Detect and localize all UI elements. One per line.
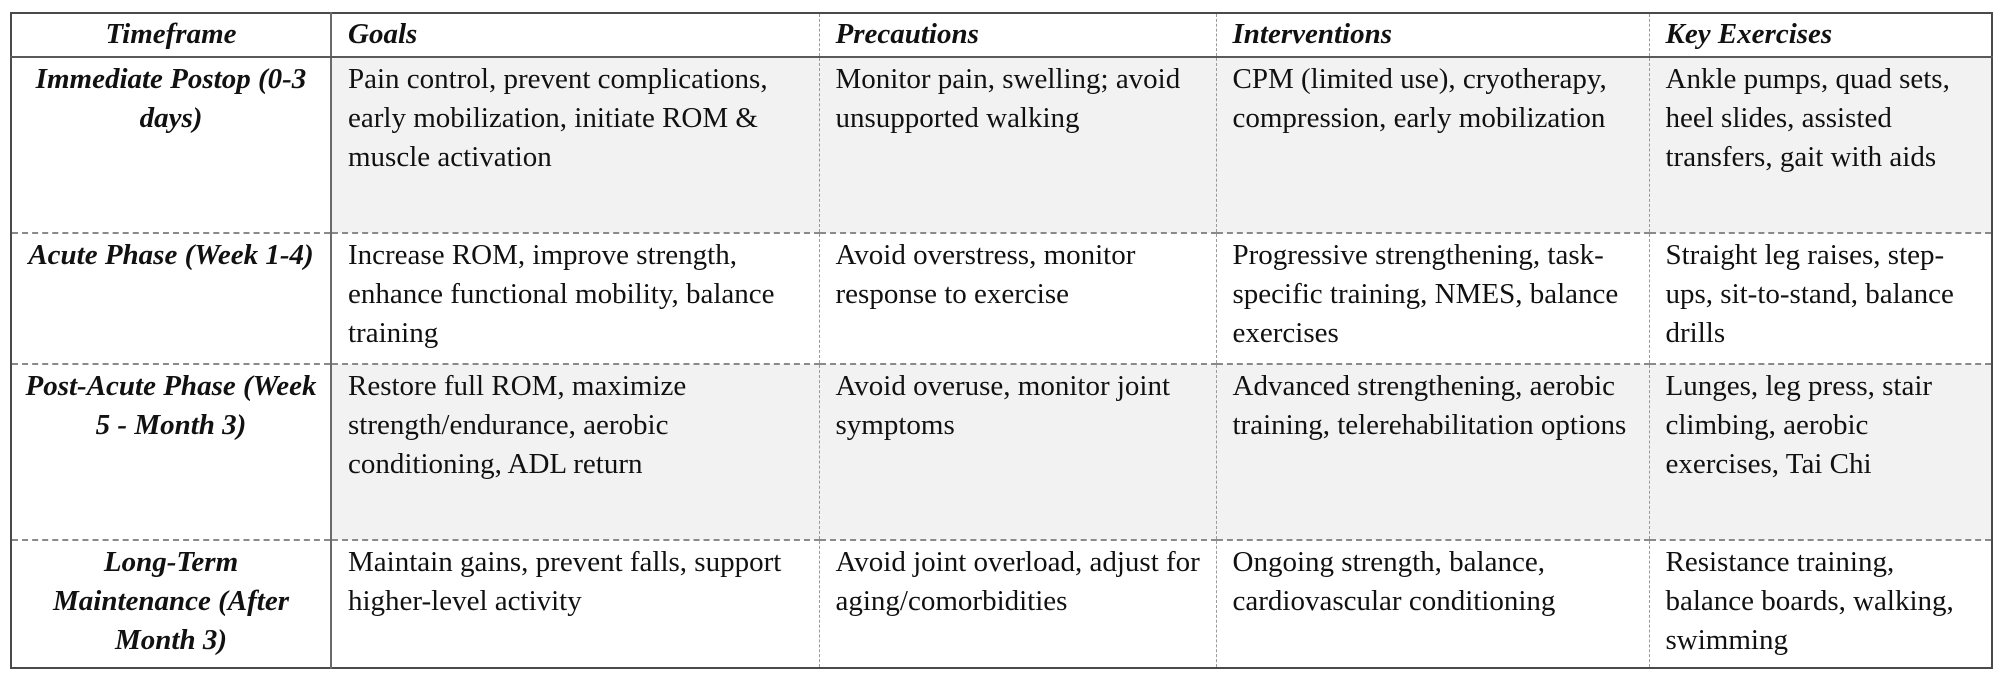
row-goals: Increase ROM, improve strength, enhance functional mobility, balance training xyxy=(331,233,819,364)
row-timeframe: Long-Term Maintenance (After Month 3) xyxy=(11,540,331,668)
row-goals: Maintain gains, prevent falls, support higher-level activity xyxy=(331,540,819,668)
row-goals: Restore full ROM, maximize strength/endurance, aerobic conditioning, ADL return xyxy=(331,364,819,540)
row-interventions: Advanced strengthening, aerobic training, telerehabilitation options xyxy=(1216,364,1649,540)
header-timeframe: Timeframe xyxy=(11,13,331,57)
row-precautions: Monitor pain, swelling; avoid unsupported walking xyxy=(819,57,1216,233)
row-interventions: Progressive strengthening, task-specific training, NMES, balance exercises xyxy=(1216,233,1649,364)
table-row xyxy=(11,364,1992,540)
row-interventions: CPM (limited use), cryotherapy, compression, early mobilization xyxy=(1216,57,1649,233)
row-key-exercises: Lunges, leg press, stair climbing, aerobic exercises, Tai Chi xyxy=(1649,364,1992,540)
table-row xyxy=(11,57,1992,233)
row-precautions: Avoid joint overload, adjust for aging/comorbidities xyxy=(819,540,1216,668)
row-precautions: Avoid overuse, monitor joint symptoms xyxy=(819,364,1216,540)
row-timeframe: Acute Phase (Week 1-4) xyxy=(11,233,331,364)
header-key-exercises: Key Exercises xyxy=(1649,13,1992,57)
row-goals: Pain control, prevent complications, early mobilization, initiate ROM & muscle activation xyxy=(331,57,819,233)
header-interventions: Interventions xyxy=(1216,13,1649,57)
table-row xyxy=(11,540,1992,668)
header-precautions: Precautions xyxy=(819,13,1216,57)
row-timeframe: Immediate Postop (0-3 days) xyxy=(11,57,331,233)
table-row xyxy=(11,233,1992,364)
row-key-exercises: Straight leg raises, step-ups, sit-to-stand, balance drills xyxy=(1649,233,1992,364)
row-timeframe: Post-Acute Phase (Week 5 - Month 3) xyxy=(11,364,331,540)
row-key-exercises: Resistance training, balance boards, walking, swimming xyxy=(1649,540,1992,668)
rehabilitation-phases-table xyxy=(10,12,1993,669)
table-header-row xyxy=(11,13,1992,57)
row-precautions: Avoid overstress, monitor response to exercise xyxy=(819,233,1216,364)
row-key-exercises: Ankle pumps, quad sets, heel slides, assisted transfers, gait with aids xyxy=(1649,57,1992,233)
row-interventions: Ongoing strength, balance, cardiovascular conditioning xyxy=(1216,540,1649,668)
header-goals: Goals xyxy=(331,13,819,57)
